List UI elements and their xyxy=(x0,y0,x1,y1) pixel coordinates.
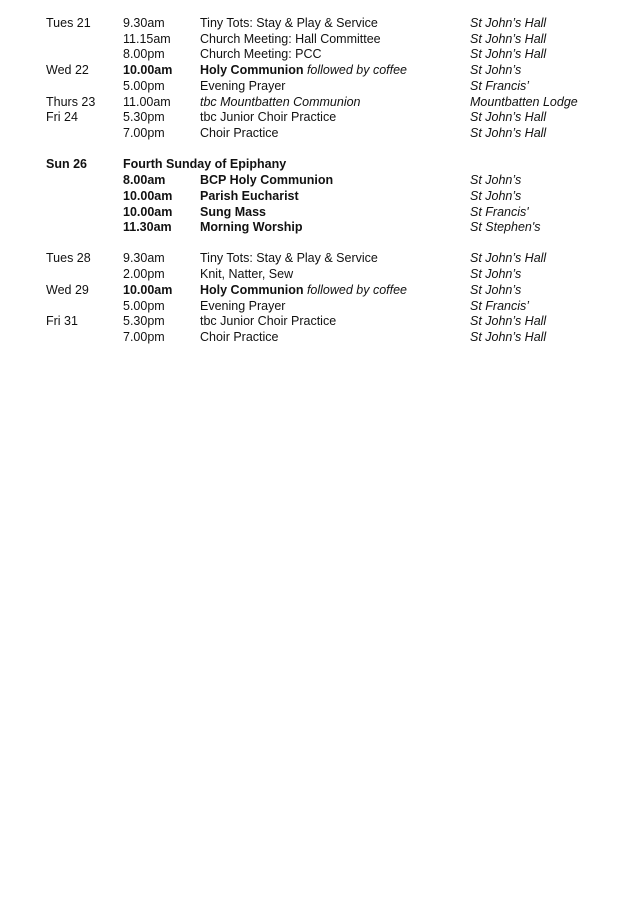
event-cell xyxy=(200,62,407,78)
time-label: 5.30pm xyxy=(123,110,165,124)
venue-label: St John’s Hall xyxy=(470,16,547,30)
venue-label: St John’s Hall xyxy=(470,330,547,344)
schedule-row xyxy=(0,188,638,204)
event-label: tbc Junior Choir Practice xyxy=(200,314,337,328)
time-label: 11.00am xyxy=(123,95,171,109)
schedule-row xyxy=(0,219,638,235)
sunday-heading: Fourth Sunday of Epiphany xyxy=(123,157,287,171)
venue-label: St Francis' xyxy=(470,205,529,219)
event-label: Choir Practice xyxy=(200,126,279,140)
venue-label: St John’s xyxy=(470,173,522,187)
event-label: Evening Prayer xyxy=(200,299,286,313)
event-note: followed by coffee xyxy=(306,63,408,77)
event-label: tbc Mountbatten Communion xyxy=(200,95,361,109)
schedule-row xyxy=(0,172,638,188)
event-note: followed by coffee xyxy=(306,283,408,297)
day-label: Wed 22 xyxy=(46,63,89,77)
venue-label: Mountbatten Lodge xyxy=(470,95,578,109)
day-label: Sun 26 xyxy=(46,157,87,171)
event-label: tbc Junior Choir Practice xyxy=(200,110,337,124)
day-label: Fri 24 xyxy=(46,110,78,124)
schedule-heading-row xyxy=(0,156,638,172)
schedule-row xyxy=(0,62,638,78)
event-label: Tiny Tots: Stay & Play & Service xyxy=(200,251,378,265)
day-label: Tues 21 xyxy=(46,16,91,30)
venue-label: St John’s Hall xyxy=(470,314,547,328)
venue-label: St John’s Hall xyxy=(470,32,547,46)
event-label: Evening Prayer xyxy=(200,79,286,93)
time-label: 9.30am xyxy=(123,251,165,265)
venue-label: St Stephen's xyxy=(470,220,541,234)
event-label: Church Meeting: PCC xyxy=(200,47,322,61)
time-label: 11.15am xyxy=(123,32,171,46)
event-label: Holy Communion xyxy=(200,283,304,297)
venue-label: St John’s xyxy=(470,189,522,203)
time-label: 10.00am xyxy=(123,283,173,297)
time-label: 10.00am xyxy=(123,63,173,77)
schedule-row xyxy=(0,266,638,282)
schedule-row xyxy=(0,15,638,31)
venue-label: St John’s Hall xyxy=(470,47,547,61)
venue-label: St John’s Hall xyxy=(470,251,547,265)
time-label: 10.00am xyxy=(123,205,173,219)
day-label: Fri 31 xyxy=(46,314,78,328)
schedule-row xyxy=(0,46,638,62)
venue-label: St Francis’ xyxy=(470,299,530,313)
schedule-row xyxy=(0,31,638,47)
venue-label: St Francis’ xyxy=(470,79,530,93)
time-label: 8.00am xyxy=(123,173,166,187)
event-label: Parish Eucharist xyxy=(200,189,299,203)
schedule-row xyxy=(0,282,638,298)
time-label: 11.30am xyxy=(123,220,172,234)
event-cell xyxy=(200,282,407,298)
day-label: Wed 29 xyxy=(46,283,89,297)
event-label: Choir Practice xyxy=(200,330,279,344)
time-label: 7.00pm xyxy=(123,126,165,140)
schedule-row xyxy=(0,329,638,345)
venue-label: St John’s xyxy=(470,267,522,281)
schedule-row xyxy=(0,313,638,329)
venue-label: St John’s xyxy=(470,283,522,297)
time-label: 9.30am xyxy=(123,16,165,30)
time-label: 2.00pm xyxy=(123,267,165,281)
event-label: BCP Holy Communion xyxy=(200,173,334,187)
day-label: Thurs 23 xyxy=(46,95,96,109)
time-label: 5.30pm xyxy=(123,314,165,328)
schedule-row xyxy=(0,204,638,220)
time-label: 8.00pm xyxy=(123,47,165,61)
time-label: 5.00pm xyxy=(123,299,165,313)
venue-label: St John’s Hall xyxy=(470,110,547,124)
time-label: 10.00am xyxy=(123,189,173,203)
schedule-row xyxy=(0,78,638,94)
event-label: Knit, Natter, Sew xyxy=(200,267,294,281)
schedule-row xyxy=(0,125,638,141)
day-label: Tues 28 xyxy=(46,251,91,265)
schedule-row xyxy=(0,94,638,110)
schedule-row xyxy=(0,109,638,125)
time-label: 5.00pm xyxy=(123,79,165,93)
event-label: Sung Mass xyxy=(200,205,266,219)
event-label: Tiny Tots: Stay & Play & Service xyxy=(200,16,378,30)
venue-label: St John’s Hall xyxy=(470,126,547,140)
event-label: Morning Worship xyxy=(200,220,303,234)
schedule-row xyxy=(0,250,638,266)
time-label: 7.00pm xyxy=(123,330,165,344)
venue-label: St John’s xyxy=(470,63,522,77)
event-label: Holy Communion xyxy=(200,63,304,77)
event-label: Church Meeting: Hall Committee xyxy=(200,32,381,46)
schedule-row xyxy=(0,298,638,314)
